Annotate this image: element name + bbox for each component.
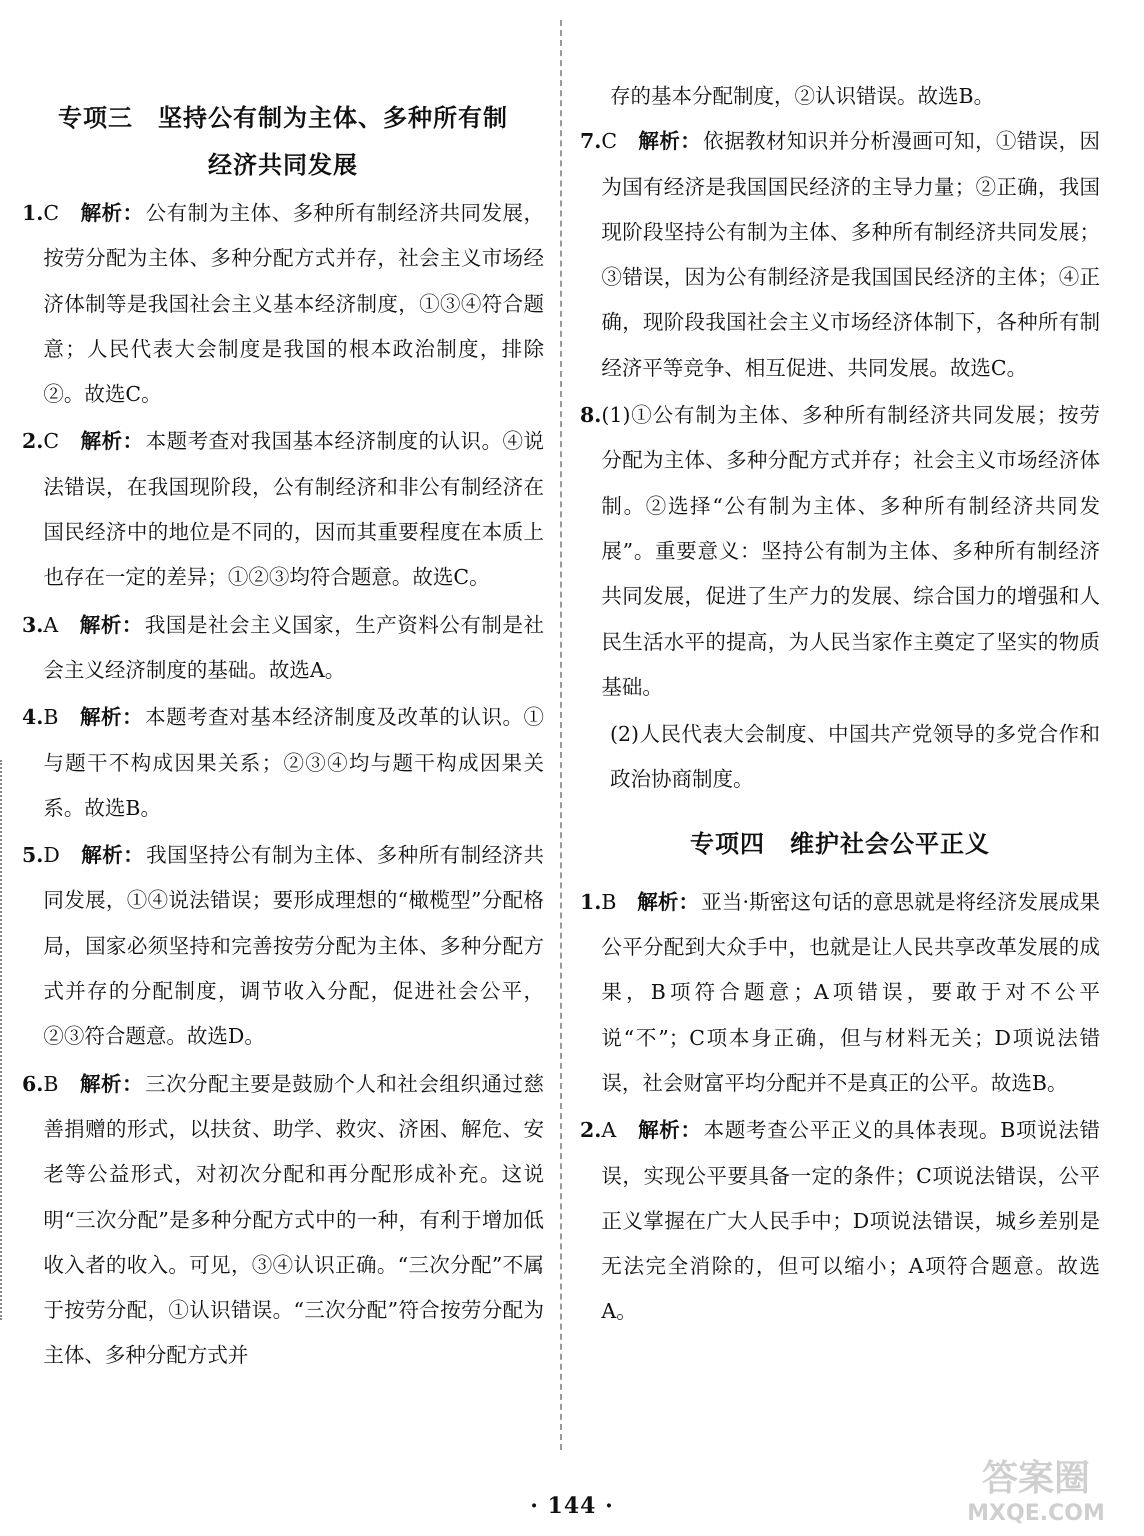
item-answer: B — [601, 889, 638, 914]
item-number: 1. — [580, 889, 602, 914]
item-number: 8. — [580, 403, 602, 428]
watermark-icon — [946, 1448, 1126, 1528]
right-column — [580, 74, 1100, 1337]
watermark-logo — [946, 1448, 1126, 1528]
watermark-line1: 答案圈 — [981, 1458, 1091, 1499]
analysis-tag: 解析： — [80, 705, 144, 730]
analysis-tag: 解析： — [80, 429, 144, 454]
item-number: 4. — [22, 705, 44, 730]
item-text: 本题考查公平正义的具体表现。B项说法错误，实现公平要具备一定的条件；C项说法错误，公平正义掌握在广大人民手中；D项说法错误，城乡差别是无法完全消除的，但可以缩小；A项符合题意。故选A。 — [601, 1118, 1100, 1324]
section-title-3-line2: 经济共同发展 — [208, 150, 358, 179]
section-title-4: 专项四 维护社会公平正义 — [690, 828, 990, 858]
analysis-tag: 解析： — [79, 612, 143, 637]
answer-item — [22, 603, 544, 694]
item-answer: A — [43, 612, 80, 637]
answer-item — [22, 191, 544, 417]
item-text: 我国是社会主义国家，生产资料公有制是社会主义经济制度的基础。故选A。 — [43, 612, 545, 682]
analysis-tag: 解析： — [80, 201, 144, 225]
item-number: 6. — [22, 1071, 44, 1096]
left-column — [22, 95, 544, 1381]
item-answer: D — [43, 843, 82, 868]
item-number: 1. — [22, 201, 44, 225]
item-text: 本题考查对基本经济制度及改革的认识。①与题干不构成因果关系；②③④均与题干构成因果关系。故选B。 — [43, 705, 545, 820]
answer-item — [22, 833, 544, 1059]
item-answer: A — [601, 1118, 639, 1143]
item-number: 3. — [22, 612, 44, 637]
item-answer: C — [601, 129, 639, 154]
answer-item — [580, 393, 1100, 710]
analysis-tag: 解析： — [638, 129, 702, 154]
analysis-tag: 解析： — [638, 1118, 702, 1143]
section-title-3-line1: 专项三 坚持公有制为主体、多种所有制 — [58, 103, 508, 132]
item-answer: B — [43, 705, 81, 730]
answer-item — [22, 419, 544, 600]
item-answer: C — [43, 201, 81, 225]
analysis-tag: 解析： — [81, 843, 145, 868]
item-number: 7. — [580, 129, 602, 154]
watermark-line2: MXQE.COM — [967, 1501, 1105, 1526]
answer-item — [580, 119, 1100, 391]
item-text: 我国坚持公有制为主体、多种所有制经济共同发展，①④说法错误；要形成理想的“橄榄型”分配格局，国家必须坚持和完善按劳分配为主体、多种分配方式并存的分配制度，调节收入分配，促进社会公平，②③符合题意。故选D。 — [43, 843, 545, 1049]
item-text: 公有制为主体、多种所有制经济共同发展，按劳分配为主体、多种分配方式并存，社会主义市场经济体制等是我国社会主义基本经济制度，①③④符合题意；人民代表大会制度是我国的根本政治制度，排除②。故选C。 — [43, 201, 545, 407]
item-number: 5. — [22, 843, 44, 868]
item-text: 三次分配主要是鼓励个人和社会组织通过慈善捐赠的形式，以扶贫、助学、救灾、济困、解危、安老等公益形式，对初次分配和再分配形成补充。这说明“三次分配”是多种分配方式中的一种，有利于增加低收入者的收入。可见，③④认识正确。“三次分配”不属于按劳分配，①认识错误。“三次分配”符合按劳分配为主体、多种分配方式并 — [43, 1071, 545, 1368]
item-answer: B — [43, 1071, 81, 1096]
item-text: 亚当·斯密这句话的意思就是将经济发展成果公平分配到大众手中，也就是让人民共享改革发展的成果，B项符合题意；A项错误，要敢于对不公平说“不”；C项本身正确，但与材料无关；D项说法错误，社会财富平均分配并不是真正的公平。故选B。 — [601, 889, 1100, 1095]
analysis-tag: 解析： — [637, 889, 700, 914]
item-8-part-2: (2)人民代表大会制度、中国共产党领导的多党合作和政治协商制度。 — [610, 722, 1100, 792]
analysis-tag: 解析： — [80, 1071, 144, 1096]
item-6-continuation: 存的基本分配制度，②认识错误。故选B。 — [610, 84, 995, 108]
item-answer: C — [43, 429, 81, 454]
column-divider — [560, 20, 562, 1450]
item-number: 2. — [22, 429, 44, 454]
binding-edge-marks — [0, 760, 10, 1320]
item-text: (1)①公有制为主体、多种所有制经济共同发展；按劳分配为主体、多种分配方式并存；社会主义市场经济体制。②选择“公有制为主体、多种所有制经济共同发展”。重要意义：坚持公有制为主体、多种所有制经济共同发展，促进了生产力的发展、综合国力的增强和人民生活水平的提高，为人民当家作主奠定了坚实的物质基础。 — [601, 403, 1100, 699]
answer-item — [22, 695, 544, 831]
item-text: 依据教材知识并分析漫画可知，①错误，因为国有经济是我国国民经济的主导力量；②正确，我国现阶段坚持公有制为主体、多种所有制经济共同发展；③错误，因为公有制经济是我国国民经济的主体；④正确，现阶段我国社会主义市场经济体制下，各种所有制经济平等竞争、相互促进、共同发展。故选C。 — [601, 129, 1101, 380]
item-number: 2. — [580, 1118, 602, 1143]
answer-item — [580, 880, 1100, 1106]
answer-item — [580, 1108, 1100, 1334]
item-text: 本题考查对我国基本经济制度的认识。④说法错误，在我国现阶段，公有制经济和非公有制经济在国民经济中的地位是不同的，因而其重要程度在本质上也存在一定的差异；①②③均符合题意。故选C。 — [43, 429, 545, 590]
page-number: · 144 · — [530, 1493, 614, 1519]
answer-item — [22, 1062, 544, 1379]
